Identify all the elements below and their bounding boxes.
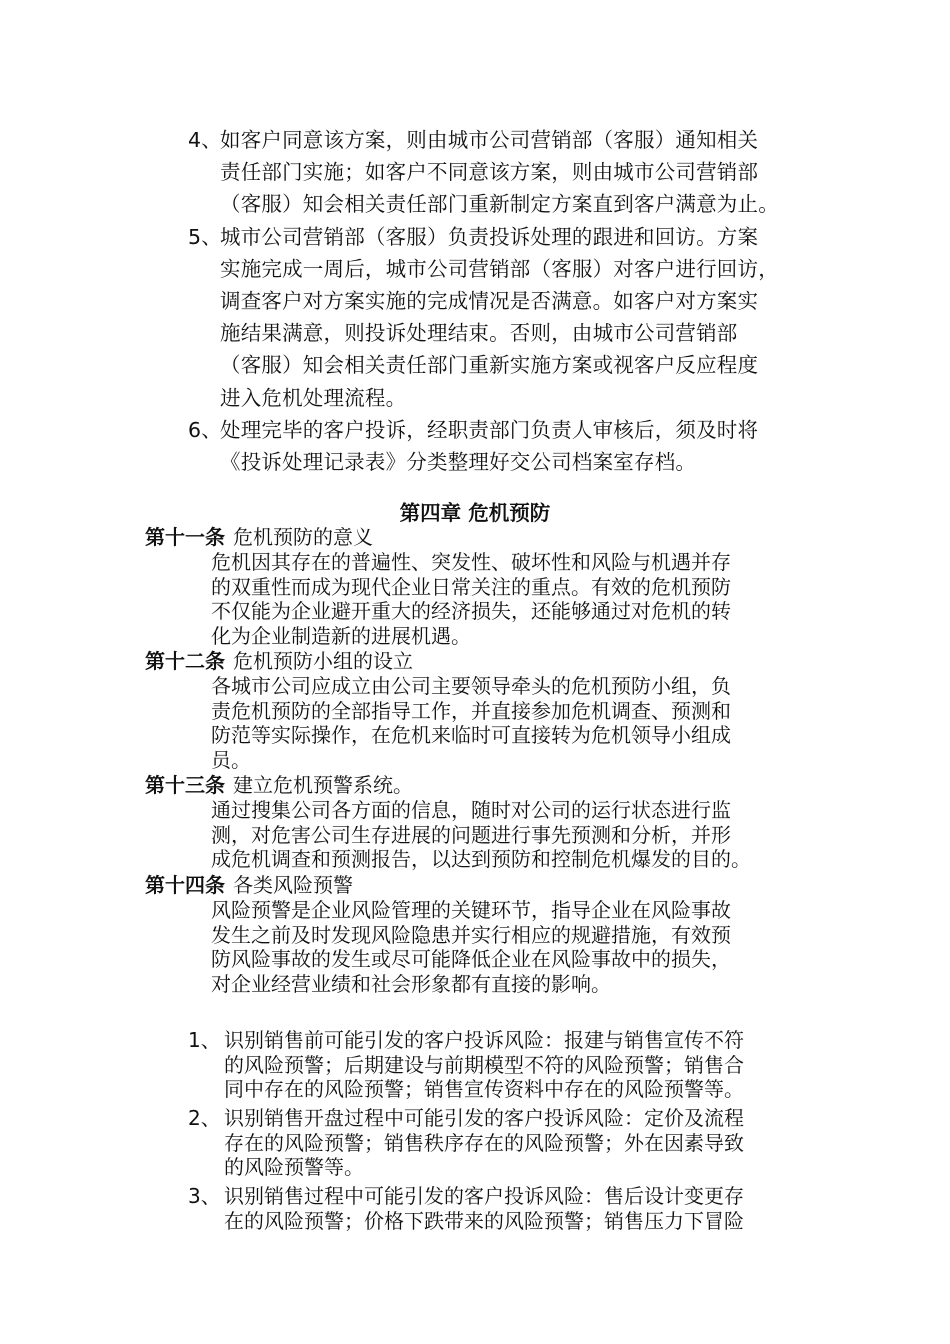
list-item: [188, 1184, 828, 1233]
list-item-number: 3、: [188, 1184, 221, 1208]
article-13: [145, 772, 825, 872]
article-body: 危机因其存在的普遍性、突发性、破坏性和风险与机遇并存 的双重性而成为现代企业日常关注的重点。有效的危机预防 不仅能为企业避开重大的经济损失，还能够通过对危机的转 化为企业制造新的进展机遇。: [211, 550, 731, 648]
list-item-number: 2、: [188, 1106, 221, 1130]
list-item: [188, 1106, 828, 1180]
list-item: [188, 414, 818, 478]
list-item: [188, 1028, 828, 1102]
list-item-text: 识别销售过程中可能引发的客户投诉风险：售后设计变更存 在的风险预警；价格下跌带来的风险预警；销售压力下冒险: [224, 1184, 744, 1233]
article-12: [145, 648, 825, 772]
list-item-text: 处理完毕的客户投诉，经职责部门负责人审核后，须及时将 《投诉处理记录表》分类整理好交公司档案室存档。: [220, 417, 759, 475]
article-heading: [145, 872, 825, 898]
article-heading: [145, 648, 825, 674]
article-body: 通过搜集公司各方面的信息，随时对公司的运行状态进行监 测，对危害公司生存进展的问题进行事先预测和分析，并形 成危机调查和预测报告，以达到预防和控制危机爆发的目的。: [211, 798, 751, 871]
article-number: 第十三条: [145, 773, 225, 797]
list-item: [188, 221, 818, 414]
article-heading: [145, 772, 825, 798]
article-number: 第十二条: [145, 649, 225, 673]
list-item-text: 城市公司营销部（客服）负责投诉处理的跟进和回访。方案 实施完成一周后，城市公司营销部（客服）对客户进行回访， 调查客户对方案实施的完成情况是否满意。如客户对方案实 施结果满意，则投诉处理结束。否则，由城市公司营销部 （客服）知会相关责任部门重新实施方案或视客户反应程度 进入危机处理流程。: [220, 224, 779, 410]
list-item-text: 识别销售前可能引发的客户投诉风险：报建与销售宣传不符 的风险预警；后期建设与前期模型不符的风险预警；销售合 同中存在的风险预警；销售宣传资料中存在的风险预警等。: [224, 1028, 744, 1101]
article-heading: [145, 524, 825, 550]
article-11: [145, 524, 825, 648]
article-title: 危机预防的意义: [233, 525, 373, 549]
list-item-number: 4、: [188, 128, 222, 152]
article-title: 建立危机预警系统。: [233, 773, 413, 797]
article-body: 风险预警是企业风险管理的关键环节，指导企业在风险事故 发生之前及时发现风险隐患并实行相应的规避措施，有效预 防风险事故的发生或尽可能降低企业在风险事故中的损失， 对企业经营业绩和社会形象都有直接的影响。: [211, 898, 731, 996]
article-title: 各类风险预警: [233, 873, 353, 897]
list-item: [188, 124, 818, 221]
article-number: 第十四条: [145, 873, 225, 897]
list-item-number: 6、: [188, 417, 222, 442]
list-item-text: 如客户同意该方案，则由城市公司营销部（客服）通知相关 责任部门实施；如客户不同意该方案，则由城市公司营销部 （客服）知会相关责任部门重新制定方案直到客户满意为止。: [220, 128, 779, 217]
complaint-procedure-list: [188, 124, 818, 478]
risk-warning-list: [188, 1028, 828, 1238]
list-item-text: 识别销售开盘过程中可能引发的客户投诉风险：定价及流程 存在的风险预警；销售秩序存在的风险预警；外在因素导致 的风险预警等。: [224, 1106, 744, 1179]
list-item-number: 5、: [188, 224, 222, 249]
list-item-number: 1、: [188, 1028, 221, 1052]
article-number: 第十一条: [145, 525, 225, 549]
article-title: 危机预防小组的设立: [233, 649, 413, 673]
article-14: [145, 872, 825, 996]
chapter-title: 第四章 危机预防: [399, 501, 551, 525]
article-body: 各城市公司应成立由公司主要领导牵头的危机预防小组，负 责危机预防的全部指导工作，并直接参加危机调查、预测和 防范等实际操作，在危机来临时可直接转为危机领导小组成 员。: [211, 674, 731, 772]
